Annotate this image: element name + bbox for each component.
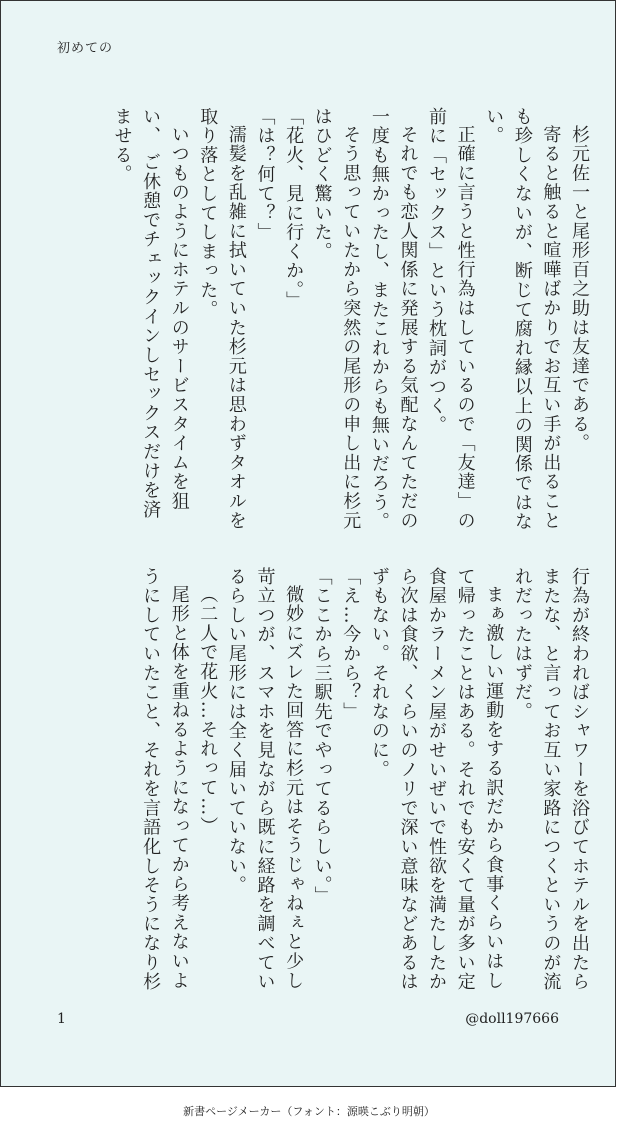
paragraph: 行為が終わればシャワーを浴びてホテルを出たら またな、と言ってお互い家路につくというのが流 れだったはずだ。	[511, 567, 590, 992]
dialogue-line: 「は？何て？」	[254, 107, 276, 243]
paragraph: 濡髪を乱雑に拭いていた杉元は思わずタオルを 取り落としてしまった。	[197, 107, 247, 531]
dialogue-line: 「ここから三駅先でやってるらしい。」	[311, 567, 333, 906]
paragraph: 尾形と体を重ねるようになってから考えないよ うにしていたこと、それを言語化しそうになり杉	[140, 567, 190, 992]
text-block-bottom	[53, 567, 593, 997]
paragraph: それでも恋人関係に発展する気配なんてただの 一度も無かったし、またこれからも無いだろう。	[368, 107, 419, 532]
generator-caption: 新書ページメーカー（フォント：源暎こぶり明朝）	[183, 1105, 435, 1118]
paragraph: まぁ激しい運動をする訳だから食事くらいはし て帰ったことはある。それでも安くて量が多い定 食屋かラーメン屋がせいぜいで性欲を満たしたか ら次は食欲、くらいのノリで深い意味などあるは ずもない。それなのに。	[368, 567, 505, 992]
author-handle: @doll197666	[465, 1011, 559, 1027]
paragraph: いつものようにホテルのサービスタイムを狙い、 ご休憩でチェックインしセックスだけを済ませる。	[111, 107, 190, 520]
chapter-title: 初めての	[57, 41, 114, 56]
paragraph: そう思っていたから突然の尾形の申し出に杉元 はひどく驚いた。	[311, 107, 362, 531]
paragraph: 正確に言うと性行為はしているので「友達」の 前に「セックス」という枕詞がつく。	[426, 107, 476, 531]
dialogue-line: 「花火、見に行くか。」	[283, 107, 305, 311]
inner-thought: （二人で花火…それって…）	[197, 585, 219, 836]
text-block-top	[53, 107, 593, 537]
dialogue-line: 「え…今から？」	[340, 567, 362, 722]
page-number: 1	[57, 1011, 66, 1027]
paragraph: 微妙にズレた回答に杉元はそうじゃねぇと少し 苛立つが、スマホを見ながら既に経路を調べてい るらしい尾形には全く届いていない。	[225, 567, 305, 992]
paragraph: 寄ると触ると喧嘩ばかりでお互い手が出ること も珍しくないが、断じて腐れ縁以上の関係ではな い。	[483, 107, 562, 532]
paragraph: 杉元佐一と尾形百之助は友達である。	[569, 125, 590, 454]
